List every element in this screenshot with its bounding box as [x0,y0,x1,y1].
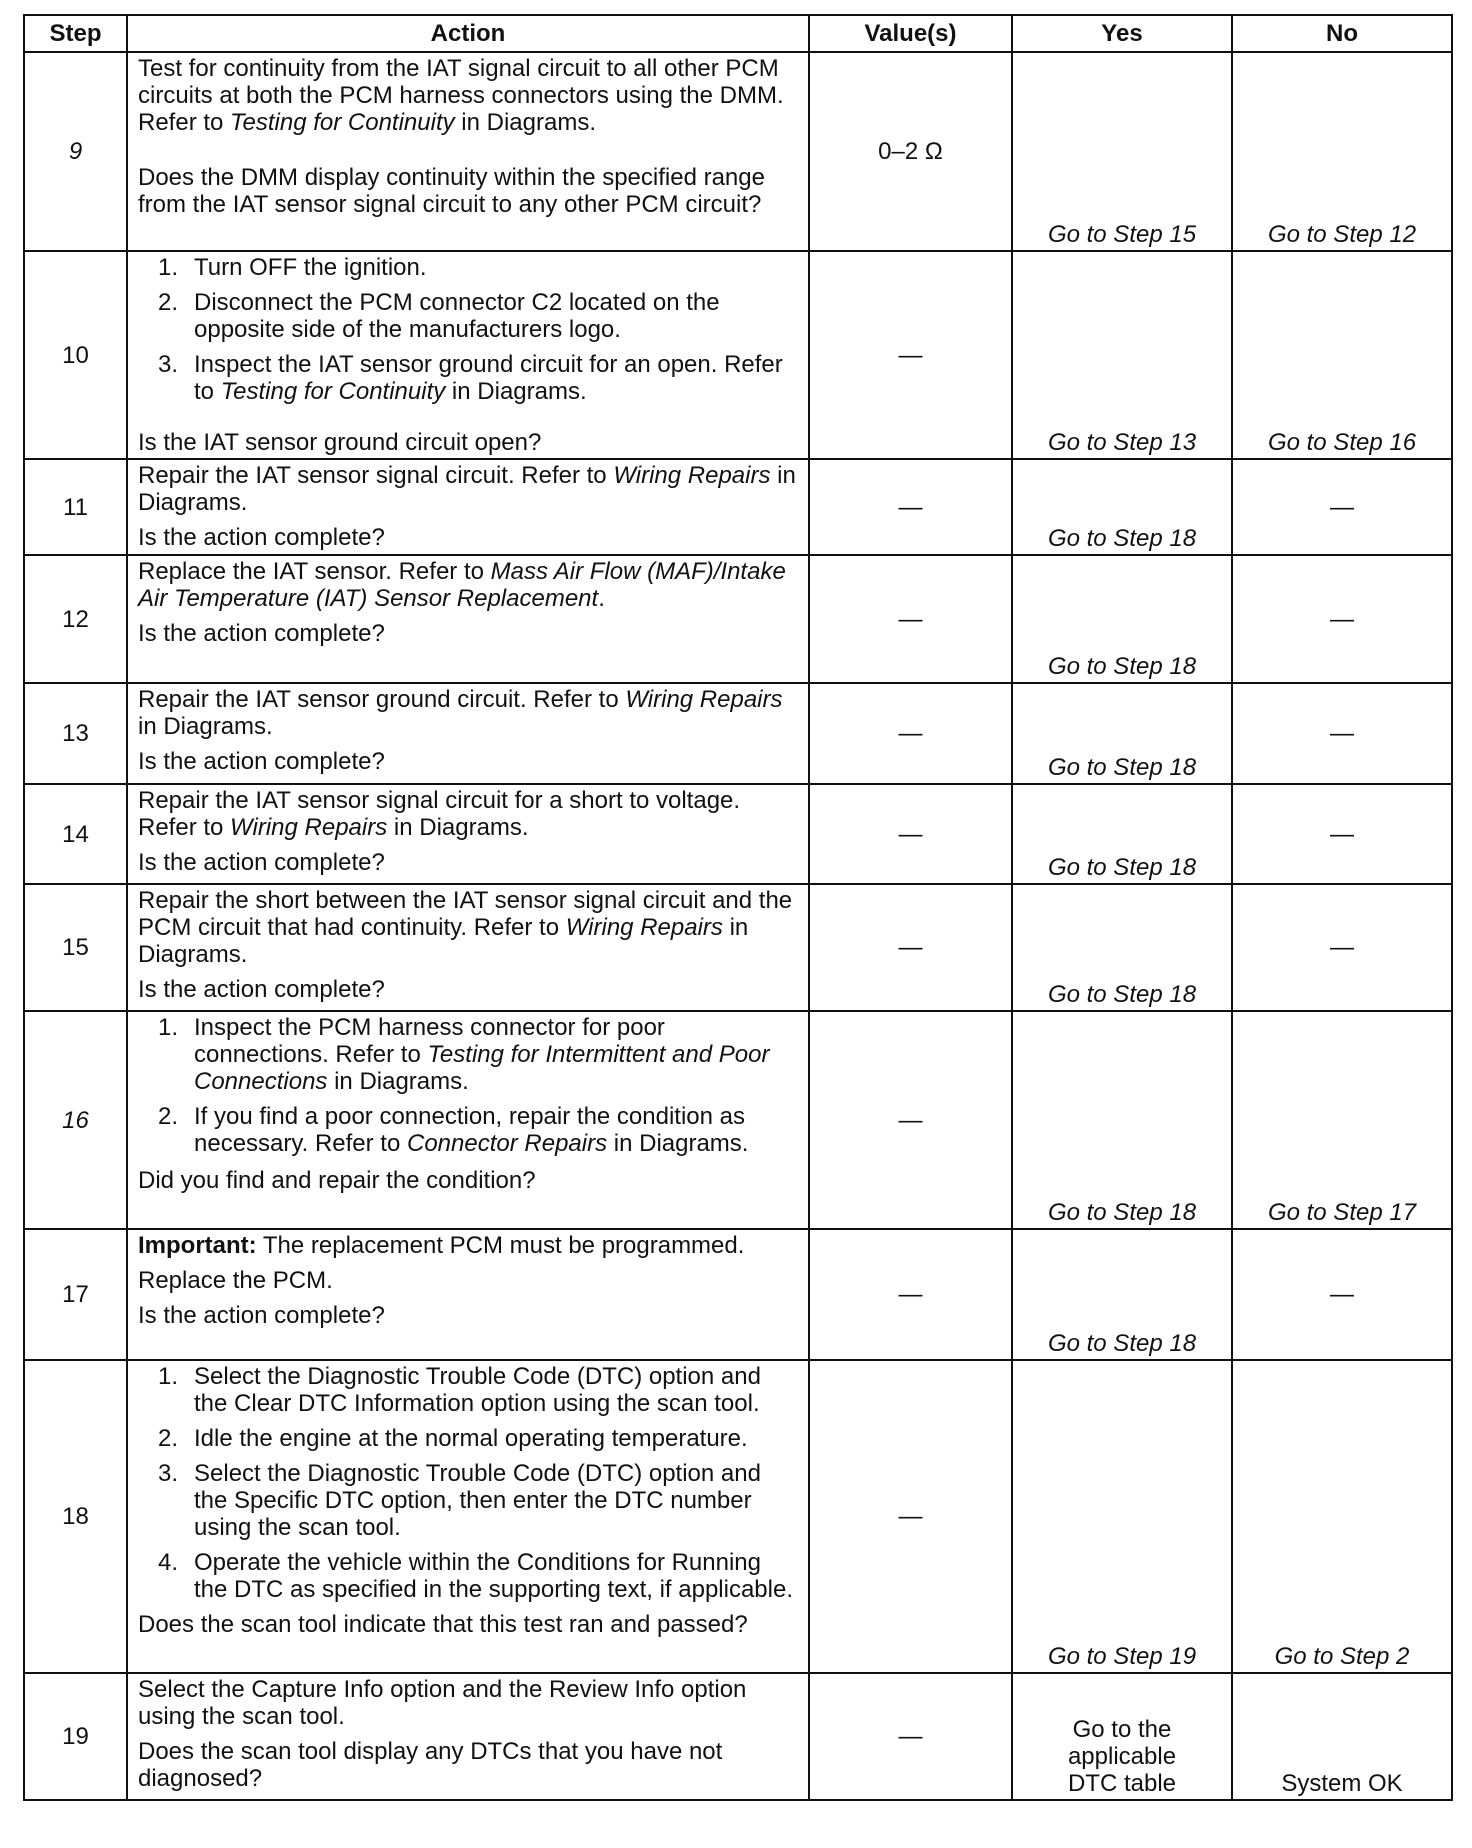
action-text: Repair the IAT sensor ground circuit. Refer to Wiring Repairs in Diagrams. [138,686,783,740]
yes-cell: Go to Step 18 [1012,1011,1232,1229]
no-cell: — [1232,884,1452,1011]
action-question: Is the action complete? [138,849,385,876]
action-question: Is the action complete? [138,620,385,647]
action-cell [127,555,809,683]
action-question: Is the action complete? [138,1302,385,1329]
header-yes: Yes [1012,15,1232,52]
list-item: 1. Inspect the PCM harness connector for poor connections. Refer to Testing for Intermittent and Poor Connections in Diagrams. [158,1014,770,1095]
action-cell [127,459,809,555]
action-text: Select the Capture Info option and the Review Info option using the scan tool. [138,1676,747,1730]
step-number: 10 [24,251,127,459]
yes-cell: Go to Step 18 [1012,784,1232,884]
value-cell: — [809,1011,1012,1229]
list-item: 1. Select the Diagnostic Trouble Code (DTC) option and the Clear DTC Information option using the scan tool. [158,1363,761,1417]
action-list [138,1014,798,1157]
action-cell [127,1673,809,1800]
header-no: No [1232,15,1452,52]
step-number: 19 [24,1673,127,1800]
action-cell [127,1360,809,1673]
no-cell: — [1232,1229,1452,1360]
no-cell: — [1232,459,1452,555]
step-number: 12 [24,555,127,683]
value-cell: — [809,251,1012,459]
step-number: 16 [24,1011,127,1229]
yes-cell: Go to Step 19 [1012,1360,1232,1673]
no-cell: Go to Step 16 [1232,251,1452,459]
table-row [24,683,1452,784]
no-cell: Go to Step 12 [1232,52,1452,251]
action-question: Does the scan tool display any DTCs that you have not diagnosed? [138,1738,723,1792]
list-item: 3. Select the Diagnostic Trouble Code (DTC) option and the Specific DTC option, then enter the DTC number using the scan tool. [158,1460,761,1541]
header-step: Step [24,15,127,52]
yes-cell: Go to Step 18 [1012,555,1232,683]
list-item: 1. Turn OFF the ignition. [158,254,427,281]
action-text: Replace the PCM. [138,1267,333,1294]
yes-cell: Go to Step 18 [1012,459,1232,555]
action-text: Repair the IAT sensor signal circuit. Refer to Wiring Repairs in Diagrams. [138,462,796,516]
step-number: 15 [24,884,127,1011]
value-cell: — [809,1360,1012,1673]
action-question: Is the action complete? [138,524,385,551]
value-cell: 0–2 Ω [809,52,1012,251]
value-cell: — [809,1673,1012,1800]
step-number: 18 [24,1360,127,1673]
action-cell [127,683,809,784]
value-cell: — [809,1229,1012,1360]
value-cell: — [809,884,1012,1011]
table-row [24,1229,1452,1360]
step-number: 9 [24,52,127,251]
list-item: 2. Disconnect the PCM connector C2 located on the opposite side of the manufacturers logo. [158,289,720,343]
table-row [24,251,1452,459]
list-item: 2. Idle the engine at the normal operating temperature. [158,1425,748,1452]
action-list [138,1363,798,1603]
yes-cell: Go to Step 13 [1012,251,1232,459]
no-cell: — [1232,555,1452,683]
table-row [24,555,1452,683]
step-number: 13 [24,683,127,784]
value-cell: — [809,555,1012,683]
table-row [24,784,1452,884]
table-row [24,459,1452,555]
value-cell: — [809,459,1012,555]
action-cell [127,1229,809,1360]
no-cell: — [1232,784,1452,884]
action-cell [127,784,809,884]
list-item: 4. Operate the vehicle within the Conditions for Running the DTC as specified in the supporting text, if applicable. [158,1549,793,1603]
table-row [24,1360,1452,1673]
action-question: Does the DMM display continuity within the specified range from the IAT sensor signal circuit to any other PCM circuit? [138,164,765,218]
no-cell: — [1232,683,1452,784]
action-cell [127,1011,809,1229]
table-row [24,1673,1452,1800]
table-row [24,52,1452,251]
important-note: Important: The replacement PCM must be programmed. [138,1232,745,1259]
action-question: Did you find and repair the condition? [138,1167,536,1194]
yes-cell: Go to Step 15 [1012,52,1232,251]
action-text: Repair the short between the IAT sensor signal circuit and the PCM circuit that had continuity. Refer to Wiring Repairs in Diagrams. [138,887,793,968]
no-cell: Go to Step 2 [1232,1360,1452,1673]
action-question: Does the scan tool indicate that this test ran and passed? [138,1611,748,1638]
table-row [24,1011,1452,1229]
action-cell [127,52,809,251]
yes-cell: Go to Step 18 [1012,683,1232,784]
action-text: Repair the IAT sensor signal circuit for a short to voltage. Refer to Wiring Repairs in Diagrams. [138,787,741,841]
yes-cell: Go to Step 18 [1012,884,1232,1011]
list-item: 2. If you find a poor connection, repair the condition as necessary. Refer to Connector Repairs in Diagrams. [158,1103,749,1157]
value-cell: — [809,683,1012,784]
action-cell [127,251,809,459]
action-question: Is the IAT sensor ground circuit open? [138,429,542,456]
action-text: Replace the IAT sensor. Refer to Mass Air Flow (MAF)/Intake Air Temperature (IAT) Sensor Replacement. [138,558,786,612]
action-question: Is the action complete? [138,976,385,1003]
value-cell: — [809,784,1012,884]
action-text: Test for continuity from the IAT signal circuit to all other PCM circuits at both the PCM harness connectors using the DMM. Refer to Testing for Continuity in Diagrams. [138,55,784,136]
header-action: Action [127,15,809,52]
header-values: Value(s) [809,15,1012,52]
action-question: Is the action complete? [138,748,385,775]
no-cell: System OK [1232,1673,1452,1800]
action-cell [127,884,809,1011]
step-number: 14 [24,784,127,884]
diagnostic-table [23,14,1453,1801]
header-row [24,15,1452,52]
yes-cell: Go to Step 18 [1012,1229,1232,1360]
list-item: 3. Inspect the IAT sensor ground circuit for an open. Refer to Testing for Continuity in Diagrams. [158,351,783,405]
yes-cell: Go to the applicable DTC table [1012,1673,1232,1800]
table-row [24,884,1452,1011]
step-number: 17 [24,1229,127,1360]
step-number: 11 [24,459,127,555]
action-list [138,254,798,405]
no-cell: Go to Step 17 [1232,1011,1452,1229]
